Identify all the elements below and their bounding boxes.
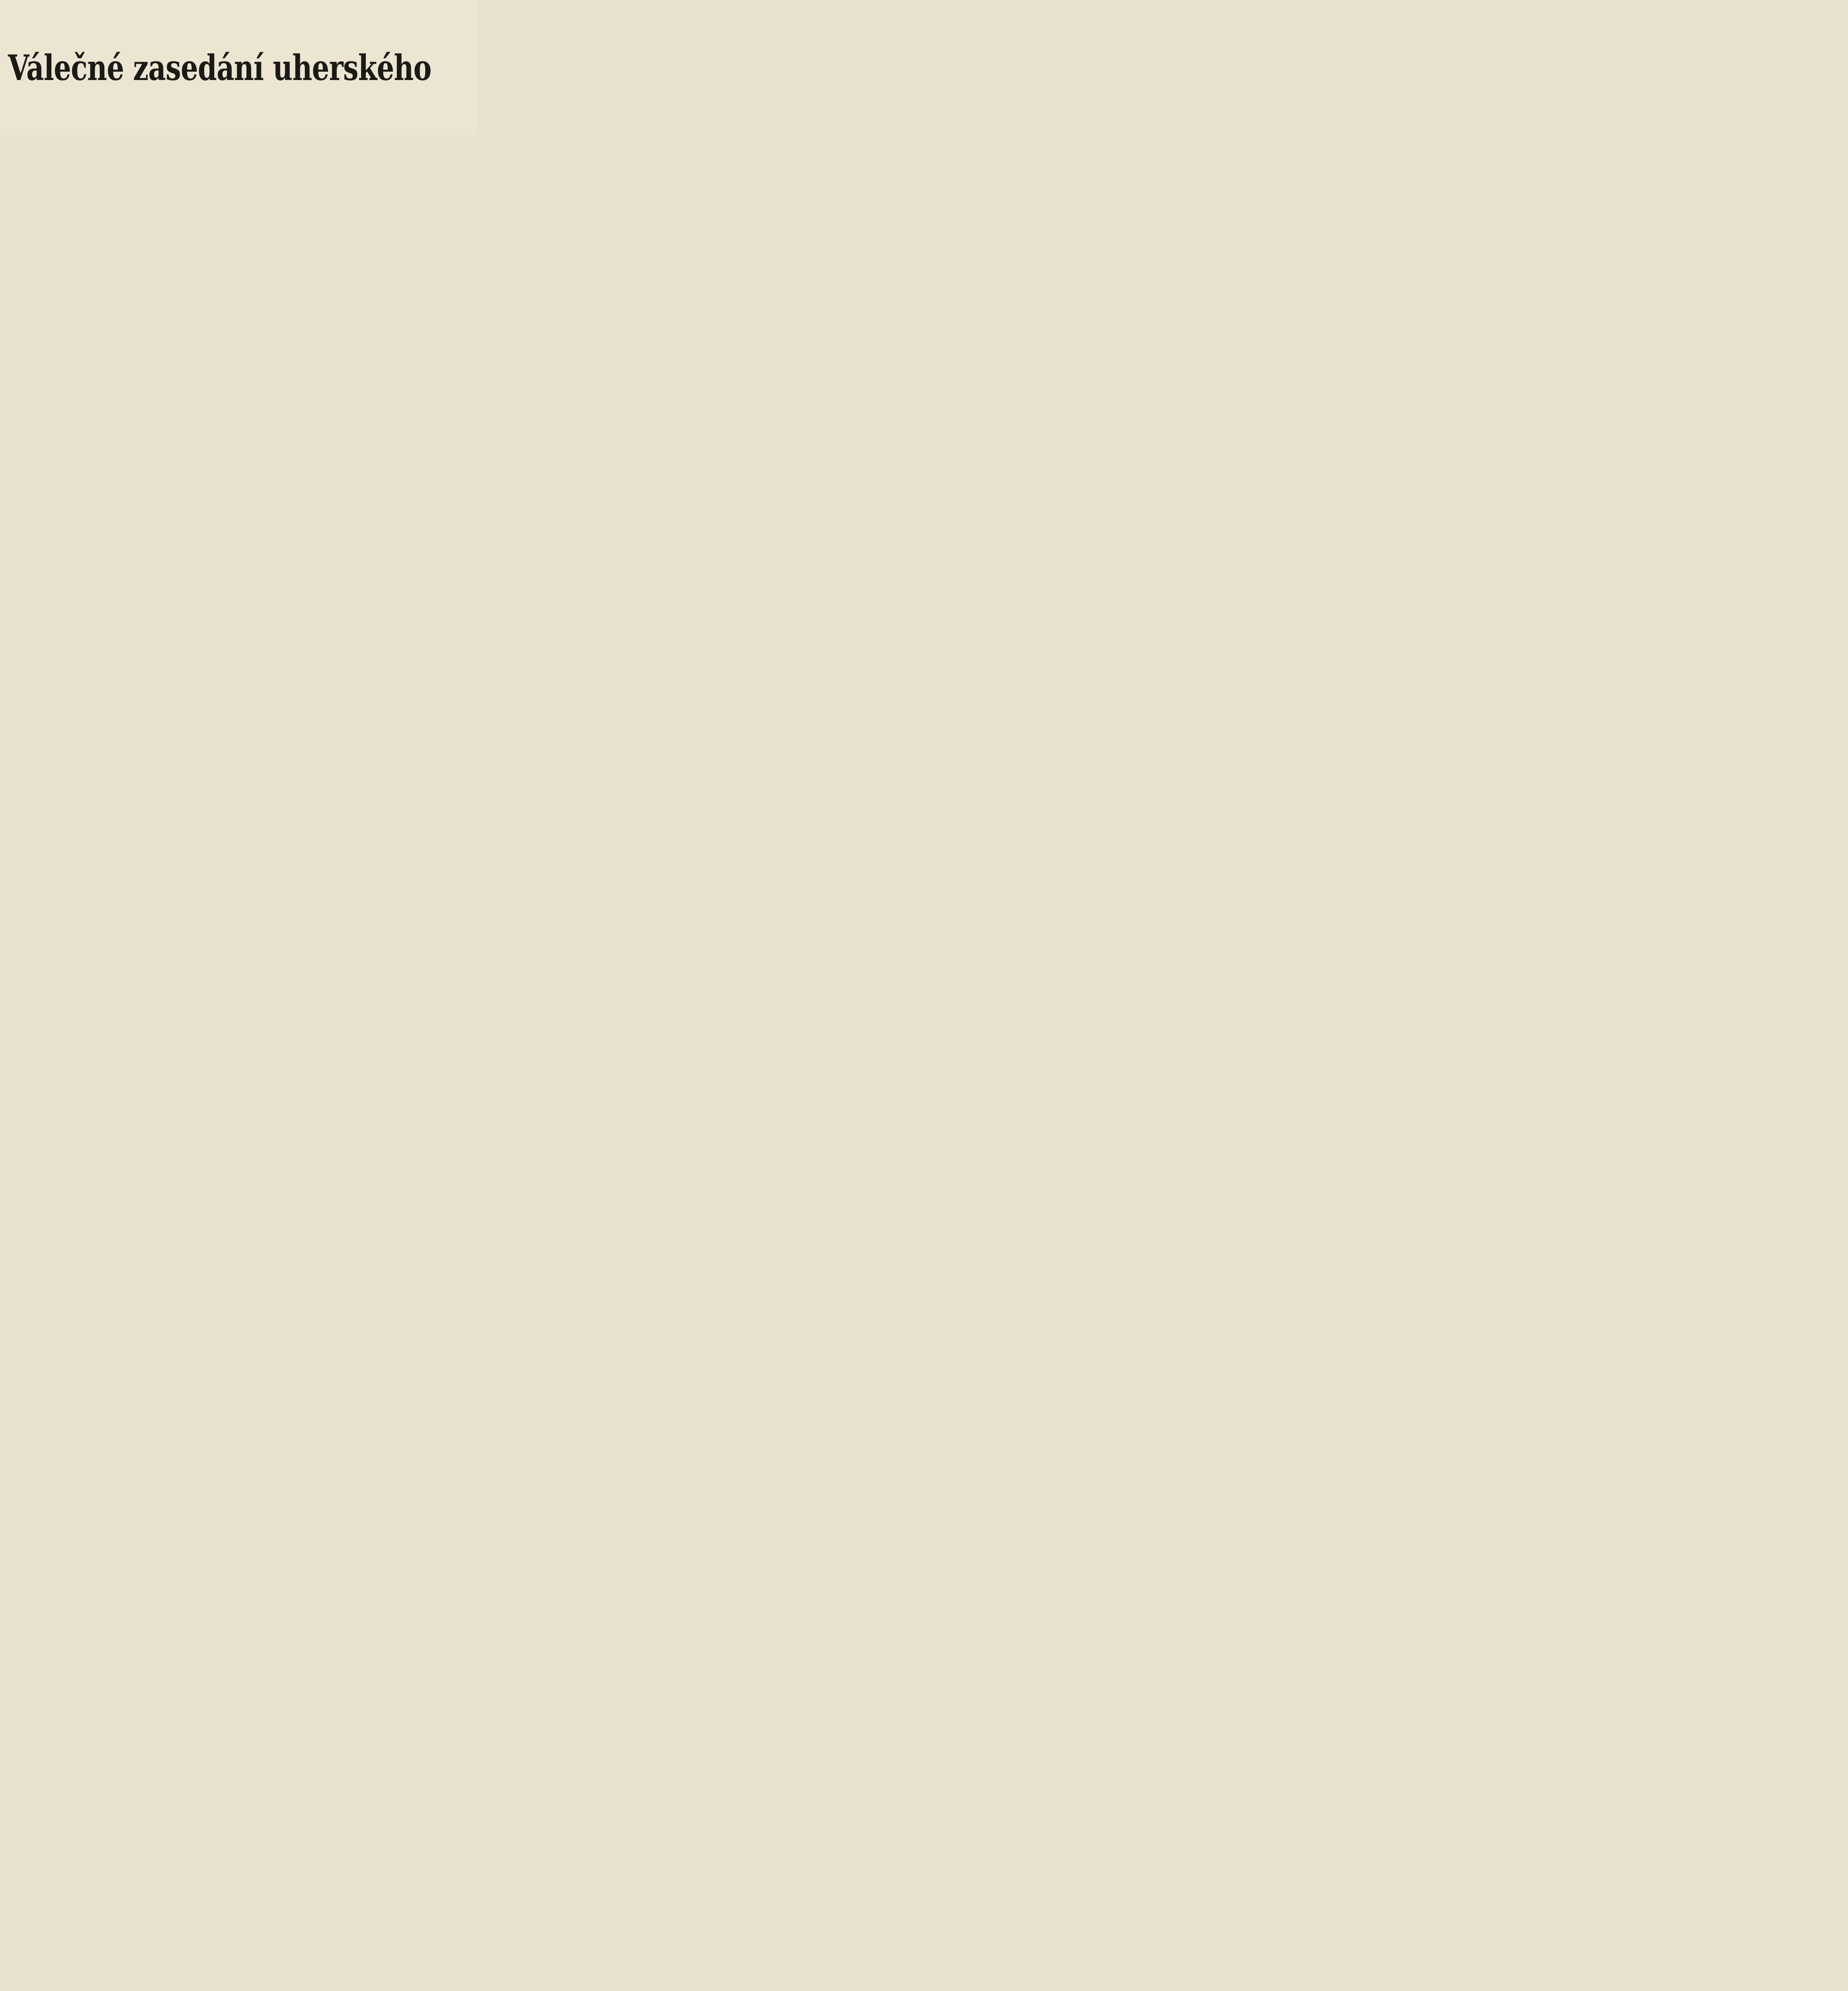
page-region — [0, 0, 478, 135]
section-heading: Válečné zasedání uherského — [8, 47, 432, 88]
